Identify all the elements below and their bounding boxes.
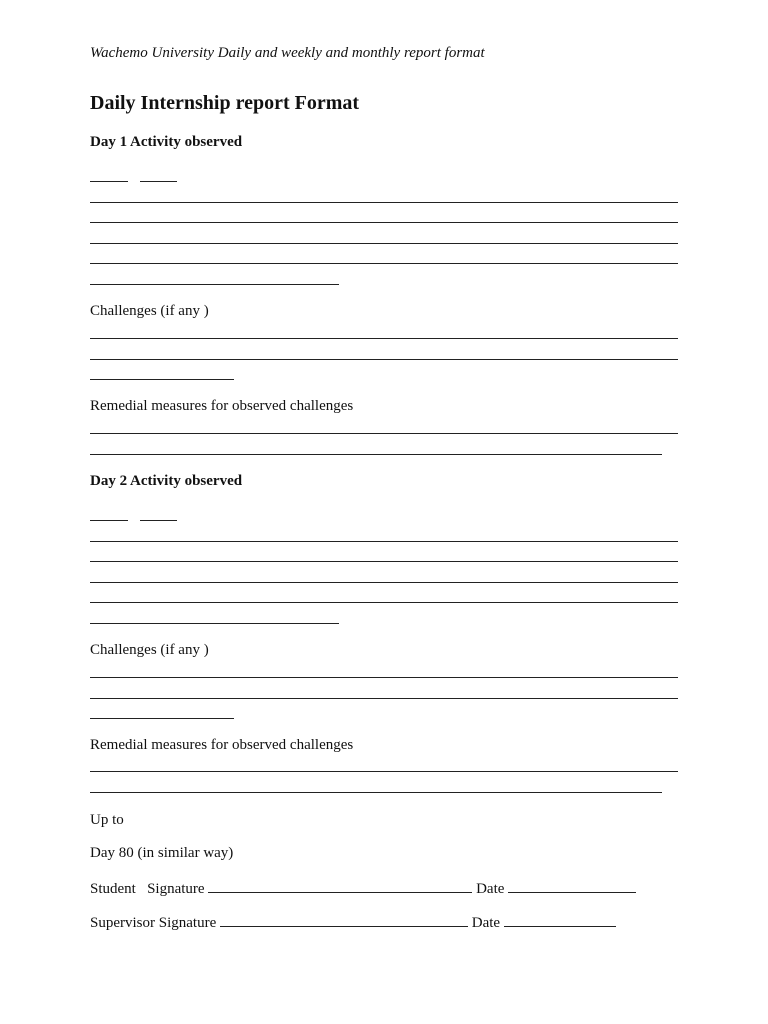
- day2-challenges-label: Challenges (if any ): [90, 642, 209, 658]
- supervisor-date-field[interactable]: [504, 912, 616, 927]
- supervisor-signature-row: [90, 912, 616, 932]
- day1-activity-line[interactable]: [90, 263, 678, 264]
- day2-activity-line[interactable]: [90, 623, 339, 624]
- day2-activity-line[interactable]: [90, 541, 678, 542]
- day2-activity-line[interactable]: [90, 602, 678, 603]
- day1-remedial-line[interactable]: [90, 433, 678, 434]
- student-date-label: Date: [476, 881, 505, 897]
- day2-blank-short-1[interactable]: [90, 520, 128, 521]
- day2-heading: Day 2 Activity observed: [90, 473, 243, 489]
- day1-activity-line[interactable]: [90, 202, 678, 203]
- student-signature-field[interactable]: [208, 878, 472, 893]
- day2-challenges-line[interactable]: [90, 677, 678, 678]
- day2-challenges-line[interactable]: [90, 718, 234, 719]
- day1-challenges-line[interactable]: [90, 338, 678, 339]
- supervisor-signature-field[interactable]: [220, 912, 468, 927]
- day1-challenges-line[interactable]: [90, 359, 678, 360]
- student-date-field[interactable]: [508, 878, 636, 893]
- day2-activity-line[interactable]: [90, 582, 678, 583]
- day2-activity-line[interactable]: [90, 561, 678, 562]
- day2-blank-short-2[interactable]: [140, 520, 177, 521]
- day1-activity-line[interactable]: [90, 243, 678, 244]
- page-header: Wachemo University Daily and weekly and monthly report format: [90, 45, 485, 61]
- page-title: Daily Internship report Format: [90, 92, 360, 114]
- day2-remedial-line[interactable]: [90, 792, 662, 793]
- day1-challenges-line[interactable]: [90, 379, 234, 380]
- day2-remedial-line[interactable]: [90, 771, 678, 772]
- day1-remedial-label: Remedial measures for observed challenges: [90, 398, 354, 414]
- supervisor-date-label: Date: [471, 915, 501, 931]
- day2-remedial-label: Remedial measures for observed challenges: [90, 737, 354, 753]
- student-signature-row: [90, 878, 636, 898]
- day1-activity-line[interactable]: [90, 222, 678, 223]
- day1-blank-short-2[interactable]: [140, 181, 177, 182]
- day80-text: Day 80 (in similar way): [90, 845, 234, 861]
- day1-blank-short-1[interactable]: [90, 181, 128, 182]
- supervisor-signature-label: Supervisor Signature: [90, 915, 217, 931]
- day2-challenges-line[interactable]: [90, 698, 678, 699]
- up-to-text: Up to: [90, 812, 124, 828]
- day1-challenges-label: Challenges (if any ): [90, 303, 209, 319]
- day1-heading: Day 1 Activity observed: [90, 134, 243, 150]
- student-signature-label: Student Signature: [90, 881, 205, 897]
- day1-remedial-line[interactable]: [90, 454, 662, 455]
- day1-activity-line[interactable]: [90, 284, 339, 285]
